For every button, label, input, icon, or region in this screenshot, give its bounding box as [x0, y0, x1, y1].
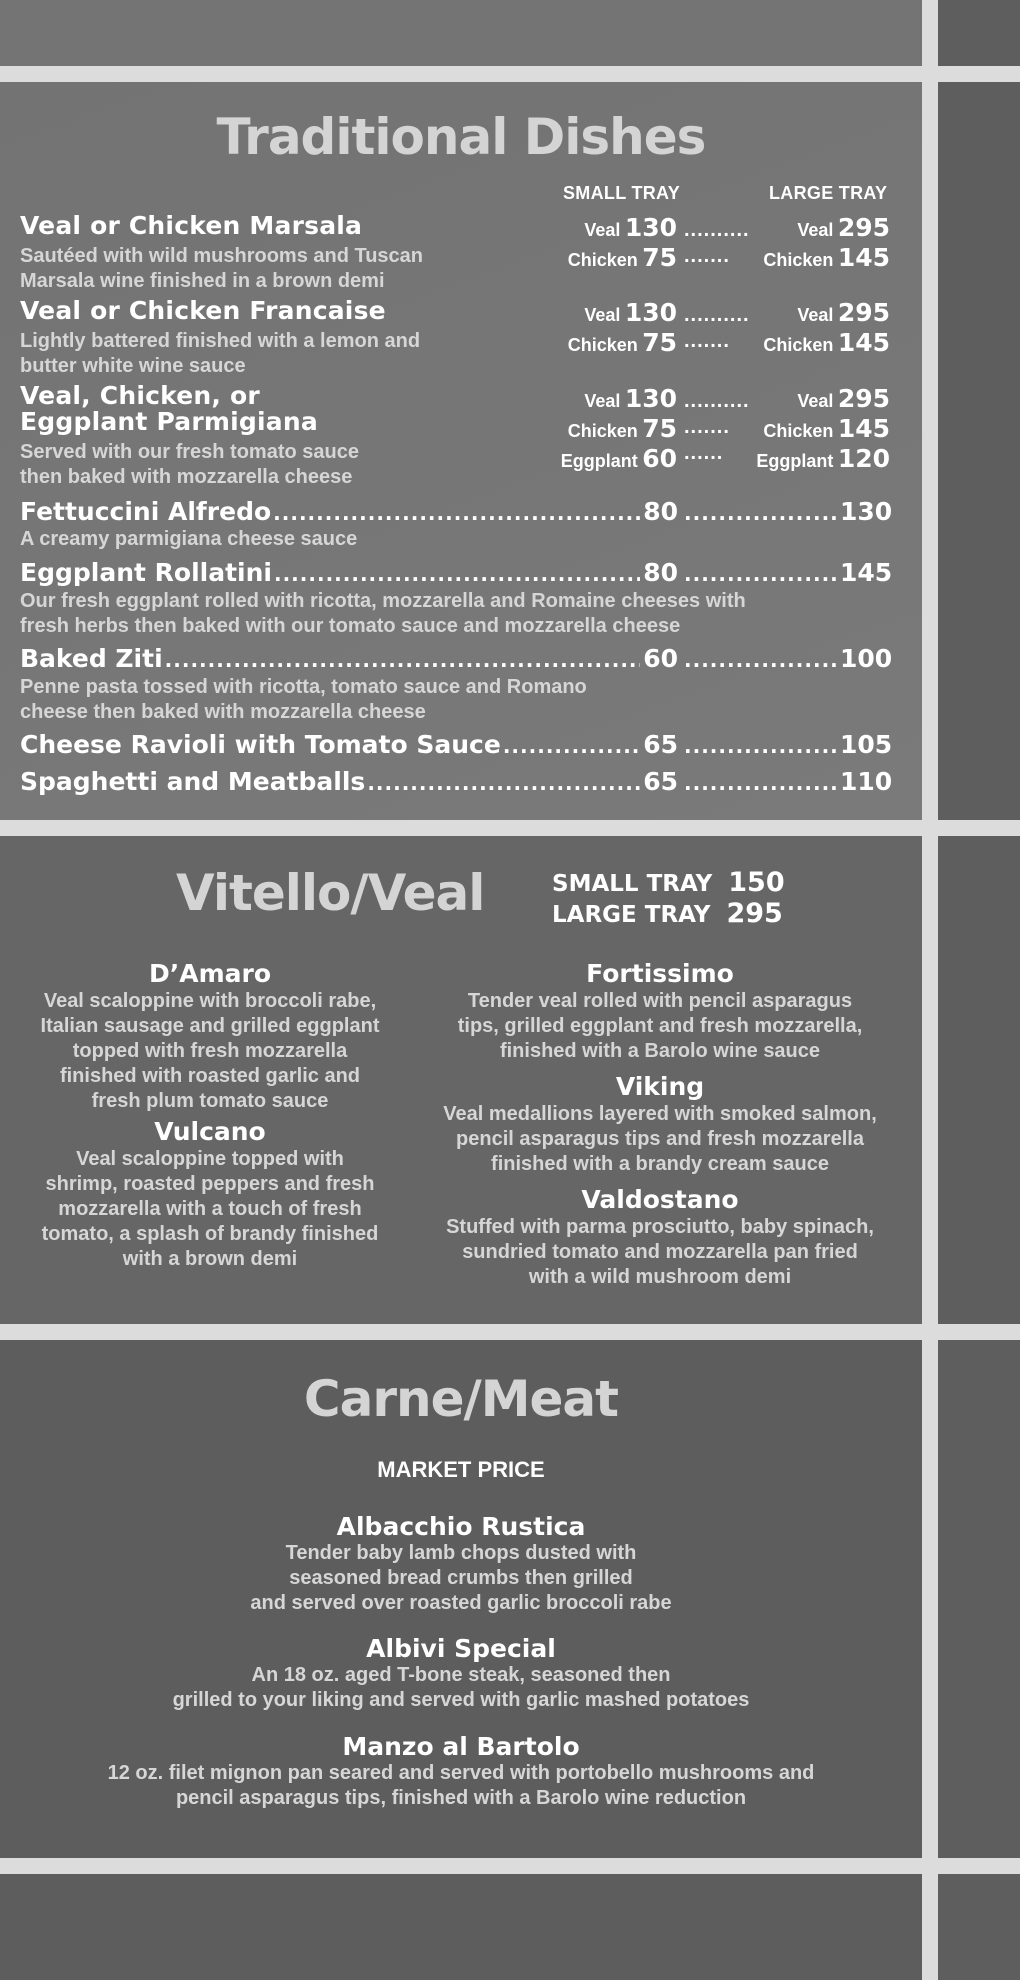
price-value: 295: [837, 213, 890, 242]
meat-item-desc-line: grilled to your liking and served with garlic mashed potatoes: [172, 1689, 750, 1711]
price-label: Chicken: [763, 250, 834, 270]
leader-dots: [273, 501, 640, 525]
large-tray-label: LARGE TRAY: [552, 902, 711, 928]
veal-item: [20, 1117, 400, 1272]
side-panel: [938, 1874, 1020, 1980]
leader-dots: .......: [684, 330, 730, 352]
leader-dots: [503, 734, 640, 758]
leader-dots: ..........: [684, 304, 750, 326]
price-value: 145: [837, 243, 890, 272]
veal-item: [20, 959, 400, 1114]
large-prices: [763, 300, 890, 360]
meat-item-desc-line: An 18 oz. aged T-bone steak, seasoned then: [251, 1664, 671, 1686]
leader-dots: [367, 771, 640, 795]
menu-row: [20, 730, 892, 759]
side-panel: [938, 0, 1020, 66]
meat-item-desc-line: seasoned bread crumbs then grilled: [289, 1567, 633, 1589]
veal-tray-prices: [552, 868, 785, 930]
price-value: 120: [837, 444, 890, 473]
price-label: Chicken: [567, 335, 638, 355]
meat-item-name: Manzo al Bartolo: [342, 1732, 580, 1761]
meat-item: [0, 1512, 922, 1616]
item-description: cheese then baked with mozzarella cheese: [20, 701, 426, 723]
item-name: Spaghetti and Meatballs: [20, 767, 366, 796]
large-price: 145: [840, 558, 893, 587]
large-price: 130: [840, 497, 893, 526]
col-small-tray: SMALL TRAY: [563, 183, 681, 203]
price-label: Chicken: [763, 421, 834, 441]
leader-dots: [684, 648, 840, 672]
veal-item-desc-line: shrimp, roasted peppers and fresh: [45, 1173, 375, 1195]
leader-dots: [684, 501, 840, 525]
veal-item-desc-line: Veal medallions layered with smoked salmon,: [443, 1103, 877, 1125]
meat-item-desc-line: pencil asparagus tips, finished with a Barolo wine reduction: [175, 1787, 747, 1809]
veal-item-desc-line: finished with a brandy cream sauce: [491, 1153, 829, 1175]
menu-row: [20, 767, 892, 796]
veal-item-desc-line: Veal scaloppine with broccoli rabe,: [43, 990, 377, 1012]
item-description: A creamy parmigiana cheese sauce: [20, 528, 358, 550]
price-value: 130: [624, 298, 677, 327]
meat-item-desc-line: Tender baby lamb chops dusted with: [285, 1542, 637, 1564]
item-name-line: Veal, Chicken, or: [20, 381, 260, 410]
meat-title: Carne/Meat: [303, 1370, 619, 1428]
veal-item-desc-line: Veal scaloppine topped with: [76, 1148, 344, 1170]
top-panel: [0, 0, 922, 66]
veal-item: [410, 1185, 910, 1290]
item-name: Veal or Chicken Marsala: [20, 211, 363, 240]
large-prices: [763, 215, 890, 275]
price-value: 295: [837, 384, 890, 413]
col-large-tray: LARGE TRAY: [769, 183, 888, 203]
veal-item-desc-line: topped with fresh mozzarella: [72, 1040, 348, 1062]
veal-item-desc-line: fresh plum tomato sauce: [91, 1090, 329, 1112]
leader-dots: ..........: [684, 219, 750, 241]
price-label: Veal: [584, 305, 621, 325]
veal-item-name: Vulcano: [154, 1117, 266, 1146]
leader-dots: .......: [684, 245, 730, 267]
veal-item-desc-line: with a wild mushroom demi: [528, 1266, 792, 1288]
price-value: 75: [642, 328, 677, 357]
price-label: Chicken: [763, 335, 834, 355]
item-name: [20, 383, 318, 435]
veal-item-desc-line: Stuffed with parma prosciutto, baby spinach,: [446, 1216, 874, 1238]
leader-dots: .......: [684, 416, 730, 438]
veal-item-desc-line: Tender veal rolled with pencil asparagus: [467, 990, 853, 1012]
veal-item-desc-line: sundried tomato and mozzarella pan fried: [462, 1241, 858, 1263]
leader-dots: ......: [684, 442, 724, 464]
small-price: 80: [643, 497, 678, 526]
meat-item-desc-line: 12 oz. filet mignon pan seared and served with portobello mushrooms and: [107, 1762, 815, 1784]
veal-item-desc-line: mozzarella with a touch of fresh: [58, 1198, 362, 1220]
leader-dots: [165, 648, 640, 672]
veal-title: Vitello/Veal: [176, 864, 485, 922]
price-value: 75: [642, 243, 677, 272]
price-label: Eggplant: [756, 451, 834, 471]
item-description: Penne pasta tossed with ricotta, tomato sauce and Romano: [20, 676, 587, 698]
large-tray-price: 295: [726, 898, 783, 929]
veal-item-name: Viking: [615, 1072, 705, 1101]
item-name: Fettuccini Alfredo: [20, 497, 272, 526]
meat-item-name: Albacchio Rustica: [336, 1512, 586, 1541]
item-description: Marsala wine finished in a brown demi: [20, 270, 385, 292]
veal-item-desc-line: Italian sausage and grilled eggplant: [40, 1015, 380, 1037]
item-description: Served with our fresh tomato sauce: [20, 441, 359, 463]
small-prices: [568, 215, 677, 275]
veal-item-desc-line: tips, grilled eggplant and fresh mozzarella,: [457, 1015, 863, 1037]
item-name: Baked Ziti: [20, 644, 163, 673]
item-name: Eggplant Rollatini: [20, 558, 272, 587]
price-label: Chicken: [567, 250, 638, 270]
leader-dots: [684, 734, 840, 758]
veal-item-desc-line: with a brown demi: [122, 1248, 298, 1270]
price-label: Veal: [797, 305, 834, 325]
item-description: Our fresh eggplant rolled with ricotta, mozzarella and Romaine cheeses with: [20, 590, 746, 612]
price-value: 130: [624, 213, 677, 242]
veal-item-desc-line: finished with a Barolo wine sauce: [499, 1040, 821, 1062]
price-value: 145: [837, 414, 890, 443]
large-price: 110: [840, 767, 893, 796]
item-name-line: Eggplant Parmigiana: [20, 407, 318, 436]
meat-item-desc-line: and served over roasted garlic broccoli rabe: [250, 1592, 672, 1614]
large-price: 105: [840, 730, 893, 759]
price-value: 295: [837, 298, 890, 327]
meat-item: [0, 1732, 922, 1811]
large-price: 100: [840, 644, 893, 673]
side-panel: [938, 1340, 1020, 1858]
small-price: 60: [643, 644, 678, 673]
menu-row: [20, 558, 892, 587]
small-prices: [561, 386, 677, 476]
item-description: Lightly battered finished with a lemon and: [20, 330, 421, 352]
side-panel: [938, 836, 1020, 1324]
leader-dots: [684, 562, 840, 586]
price-label: Veal: [584, 220, 621, 240]
veal-item-desc-line: tomato, a splash of brandy finished: [41, 1223, 379, 1245]
small-price: 80: [643, 558, 678, 587]
item-description: butter white wine sauce: [20, 355, 246, 377]
menu-row: [20, 497, 892, 526]
veal-item-name: Valdostano: [581, 1185, 739, 1214]
veal-item-name: D’Amaro: [148, 959, 272, 988]
veal-item: [410, 959, 910, 1064]
small-tray-price: 150: [728, 867, 785, 898]
item-description: Sautéed with wild mushrooms and Tuscan: [20, 245, 424, 267]
large-prices: [756, 386, 890, 476]
price-value: 145: [837, 328, 890, 357]
veal-item-desc-line: finished with roasted garlic and: [59, 1065, 361, 1087]
small-prices: [568, 300, 677, 360]
small-tray-label: SMALL TRAY: [552, 871, 713, 897]
price-value: 75: [642, 414, 677, 443]
market-price: MARKET PRICE: [377, 1457, 545, 1482]
leader-dots: ..........: [684, 390, 750, 412]
leader-dots: [684, 771, 840, 795]
veal-item-desc-line: pencil asparagus tips and fresh mozzarella: [456, 1128, 864, 1150]
item-description: then baked with mozzarella cheese: [20, 466, 353, 488]
side-panel: [938, 82, 1020, 820]
menu-row: [20, 644, 892, 673]
veal-item-name: Fortissimo: [586, 959, 734, 988]
price-value: 130: [624, 384, 677, 413]
price-label: Veal: [797, 220, 834, 240]
item-name: Veal or Chicken Francaise: [20, 296, 386, 325]
item-name: Cheese Ravioli with Tomato Sauce: [20, 730, 501, 759]
price-label: Veal: [584, 391, 621, 411]
price-value: 60: [642, 444, 677, 473]
small-price: 65: [643, 730, 678, 759]
item-description: fresh herbs then baked with our tomato sauce and mozzarella cheese: [20, 615, 681, 637]
price-label: Chicken: [567, 421, 638, 441]
meat-item: [0, 1634, 922, 1713]
veal-item: [410, 1072, 910, 1177]
bottom-panel: [0, 1874, 922, 1980]
small-price: 65: [643, 767, 678, 796]
leader-dots: [274, 562, 640, 586]
meat-item-name: Albivi Special: [366, 1634, 556, 1663]
traditional-title: Traditional Dishes: [216, 108, 706, 166]
price-label: Veal: [797, 391, 834, 411]
price-label: Eggplant: [560, 451, 638, 471]
